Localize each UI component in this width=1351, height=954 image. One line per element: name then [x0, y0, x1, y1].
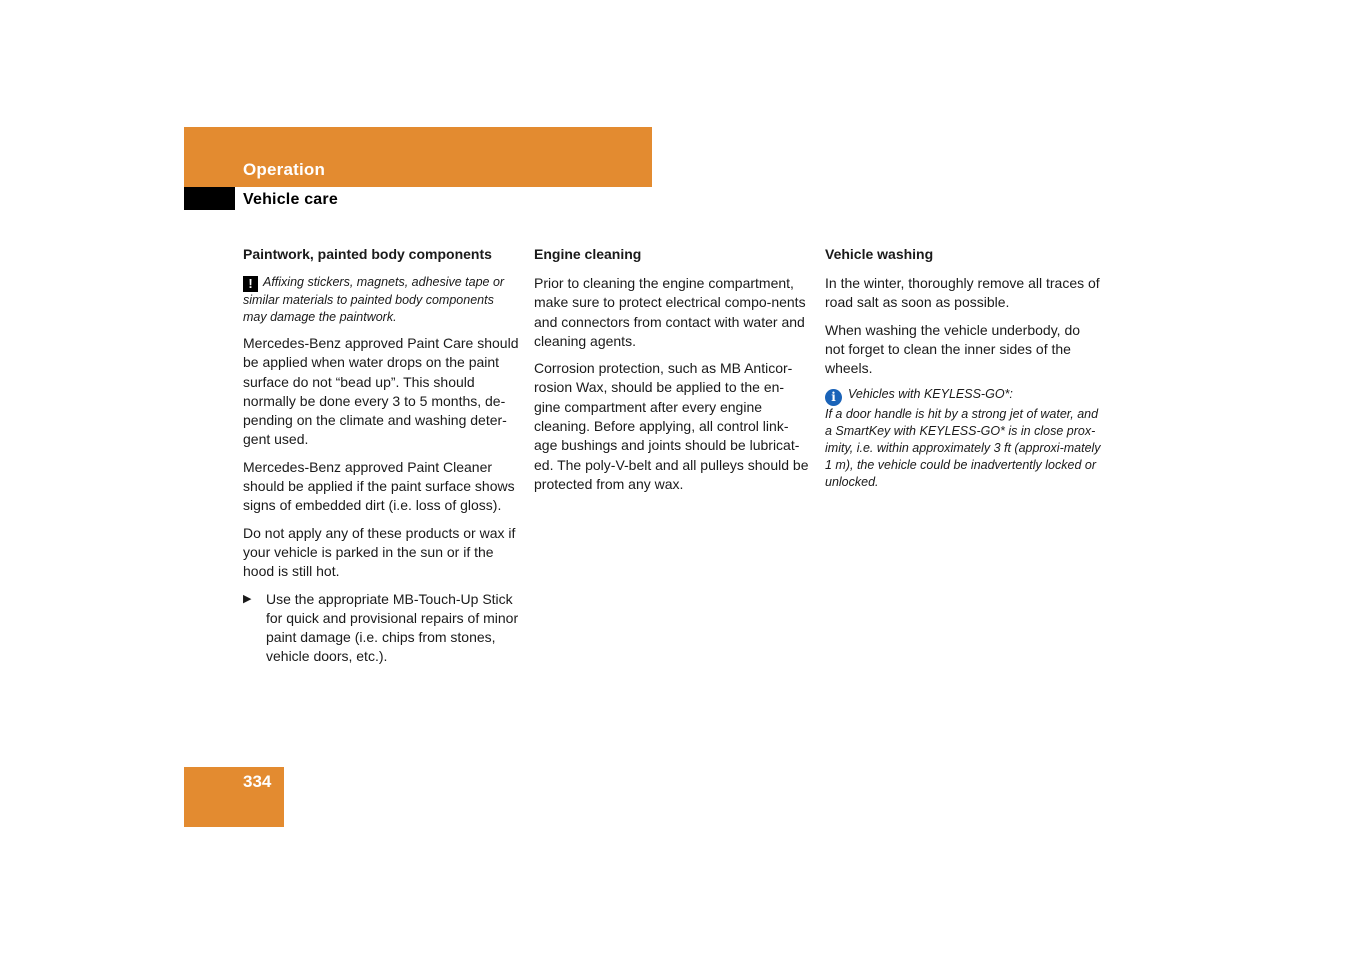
engine-protection-paragraph: Prior to cleaning the engine compartment, make sure to protect electrical compo-nents and connectors from contact with water and cleaning agents. [534, 275, 806, 349]
engine-cleaning-heading: Engine cleaning [534, 246, 642, 262]
paintwork-warning-text: Affixing stickers, magnets, adhesive tape or similar materials to painted body components may damage the paintwork. [243, 275, 505, 324]
subsection-title: Vehicle care [243, 191, 338, 208]
column-vehicle-washing [825, 245, 1101, 499]
paint-cleaner-paragraph: Mercedes-Benz approved Paint Cleaner should be applied if the paint surface shows signs of embedded dirt (i.e. loss of gloss). [243, 458, 515, 514]
paintwork-warning-note [243, 274, 519, 326]
subsection-marker [184, 187, 235, 210]
info-icon: i [825, 389, 842, 406]
engine-corrosion-paragraph: Corrosion protection, such as MB Anticor-rosion Wax, should be applied to the en-gine compartment after every engine cleaning. Before applying, all control link-age bushings and joints should be lubricat-ed. The poly-V-belt and all pulleys should be protected from any wax. [534, 360, 809, 492]
road-salt-paragraph: In the winter, thoroughly remove all traces of road salt as soon as possible. [825, 275, 1100, 311]
triangle-bullet-icon: ▶ [243, 592, 252, 605]
touch-up-text: Use the appropriate MB-Touch-Up Stick for quick and provisional repairs of minor paint damage (i.e. chips from stones, vehicle doors, etc.). [266, 590, 519, 665]
paintwork-heading: Paintwork, painted body components [243, 246, 492, 262]
column-paintwork [243, 245, 519, 675]
vehicle-washing-heading: Vehicle washing [825, 246, 934, 262]
column-engine-cleaning [534, 245, 810, 502]
keyless-go-info-note [825, 386, 1101, 491]
keyless-go-info-text: If a door handle is hit by a strong jet of water, and a SmartKey with KEYLESS-GO* is in close prox-imity, i.e. within approximately 3 ft (approxi-mately 1 m), the vehicle could be inadvertently locked or unlocked. [825, 407, 1101, 490]
paint-caution-paragraph: Do not apply any of these products or wax if your vehicle is parked in the sun or if the hood is still hot. [243, 524, 516, 580]
underbody-paragraph: When washing the vehicle underbody, do not forget to clean the inner sides of the wheels. [825, 321, 1081, 377]
page-number: 334 [243, 772, 272, 791]
warning-icon: ! [243, 276, 258, 292]
touch-up-bullet [243, 590, 519, 667]
section-title: Operation [243, 160, 326, 179]
paint-care-paragraph: Mercedes-Benz approved Paint Care should be applied when water drops on the paint surface do not “bead up”. This should normally be done every 3 to 5 months, de-pending on the climate and washing deter-gent used. [243, 335, 519, 448]
keyless-go-info-title: Vehicles with KEYLESS-GO*: [848, 387, 1013, 402]
